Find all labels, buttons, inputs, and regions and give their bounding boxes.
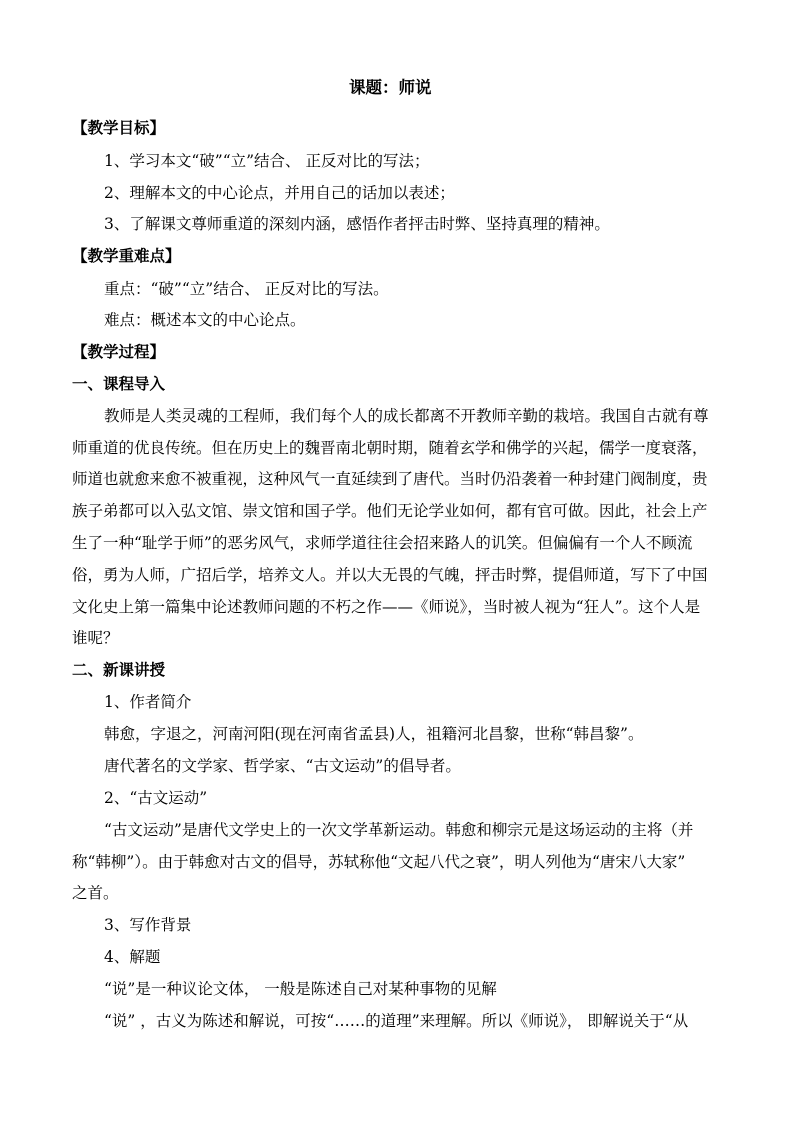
explanation-line: “说”是一种议论文体， 一般是陈述自己对某种事物的见解 — [104, 980, 497, 998]
difficult-point-text: 难点：概述本文的中心论点。 — [104, 311, 306, 329]
subheading-background: 3、写作背景 — [104, 916, 192, 934]
intro-paragraph-line: 教师是人类灵魂的工程师，我们每个人的成长都离不开教师辛勤的栽培。我国自古就有尊 — [104, 407, 709, 425]
explanation-line: “说” ，古义为陈述和解说，可按“……的道理”来理解。所以《师说》， 即解说关于“从 — [104, 1012, 689, 1030]
subheading-title-explanation: 4、解题 — [104, 948, 161, 966]
movement-paragraph-line: “古文运动”是唐代文学史上的一次文学革新运动。韩愈和柳宗元是这场运动的主将（并 — [104, 821, 694, 839]
section-heading-objectives: 【教学目标】 — [72, 118, 166, 137]
intro-paragraph-line: 师道也就愈来愈不被重视，这种风气一直延续到了唐代。当时仍沿袭着一种封建门阀制度，贵 — [72, 470, 708, 488]
subheading-author: 1、作者简介 — [104, 693, 192, 711]
part-heading-intro: 一、课程导入 — [72, 374, 166, 393]
objective-item: 2、理解本文的中心论点，并用自己的话加以表述； — [104, 184, 455, 202]
intro-paragraph-line: 族子弟都可以入弘文馆、崇文馆和国子学。他们无论学业如何，都有官可做。因此，社会上产 — [72, 502, 708, 520]
intro-paragraph-line: 师重道的优良传统。但在历史上的魏晋南北朝时期，随着玄学和佛学的兴起，儒学一度衰落， — [72, 439, 708, 457]
section-heading-key-points: 【教学重难点】 — [72, 246, 181, 265]
objective-item: 3、了解课文尊师重道的深刻内涵，感悟作者抨击时弊、坚持真理的精神。 — [104, 215, 610, 233]
key-point-text: 重点：“破”“立”结合、 正反对比的写法。 — [104, 280, 389, 298]
intro-paragraph-line: 文化史上第一篇集中论述教师问题的不朽之作——《师说》，当时被人视为“狂人”。这个人是 — [72, 598, 701, 616]
author-text-line: 韩愈，字退之，河南河阳(现在河南省孟县)人，祖籍河北昌黎，世称“韩昌黎”。 — [104, 725, 644, 743]
part-heading-new-lesson: 二、新课讲授 — [72, 660, 166, 679]
movement-paragraph-line: 之首。 — [72, 884, 119, 902]
subheading-movement: 2、“古文运动” — [104, 789, 208, 807]
objective-item: 1、学习本文“破”“立”结合、 正反对比的写法； — [104, 152, 430, 170]
section-heading-process: 【教学过程】 — [72, 342, 166, 361]
author-text-line: 唐代著名的文学家、哲学家、“古文运动”的倡导者。 — [104, 757, 461, 775]
intro-paragraph-line: 俗，勇为人师，广招后学，培养文人。并以大无畏的气魄，抨击时弊，提倡师道，写下了中国 — [72, 566, 708, 584]
page-title: 课题：师说 — [349, 78, 432, 97]
intro-paragraph-line: 生了一种“耻学于师”的恶劣风气，求师学道往往会招来路人的讥笑。但偏偏有一个人不顾流 — [72, 534, 693, 552]
movement-paragraph-line: 称“韩柳”）。由于韩愈对古文的倡导，苏轼称他“文起八代之衰”，明人列他为“唐宋八大家” — [72, 853, 686, 871]
intro-paragraph-line: 谁呢？ — [72, 629, 119, 647]
